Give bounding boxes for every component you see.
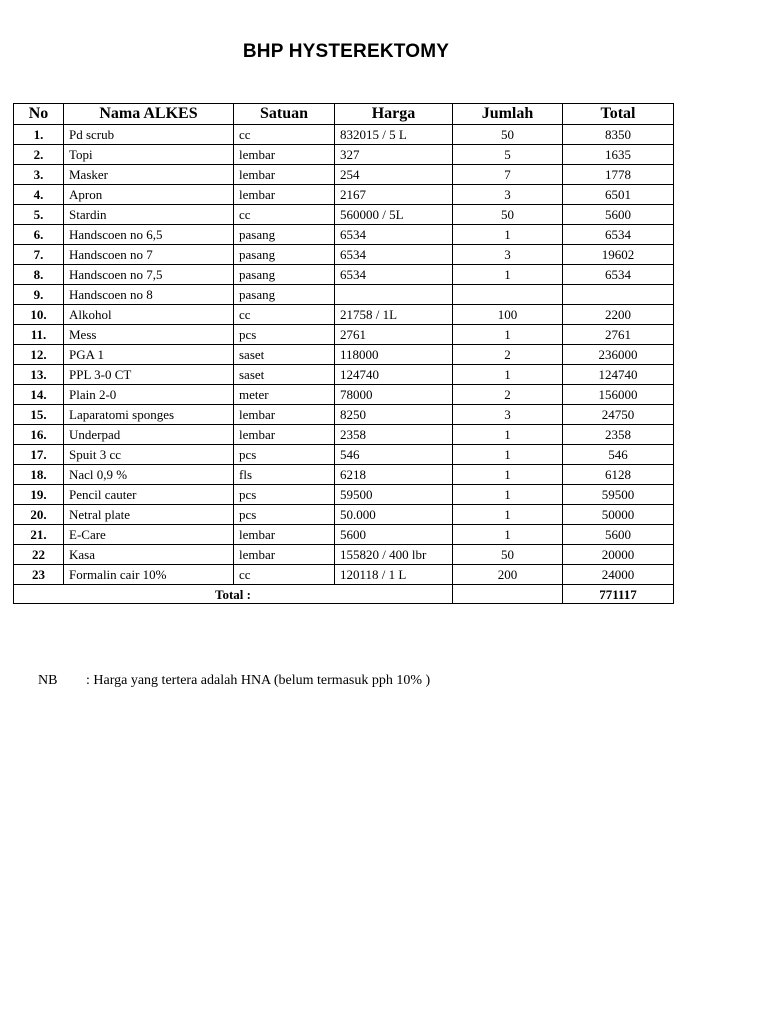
header-total: Total (563, 104, 674, 125)
cell-nama-alkes: Laparatomi sponges (64, 405, 234, 425)
cell-total: 2358 (563, 425, 674, 445)
cell-no: 12. (14, 345, 64, 365)
cell-total: 59500 (563, 485, 674, 505)
cell-jumlah: 50 (453, 545, 563, 565)
cell-total: 156000 (563, 385, 674, 405)
cell-harga: 6534 (335, 265, 453, 285)
header-harga: Harga (335, 104, 453, 125)
table-row (14, 545, 674, 565)
table-row (14, 145, 674, 165)
cell-total: 6534 (563, 225, 674, 245)
table-row (14, 445, 674, 465)
cell-total: 24000 (563, 565, 674, 585)
cell-harga: 560000 / 5L (335, 205, 453, 225)
cell-total: 546 (563, 445, 674, 465)
cell-satuan: pasang (234, 285, 335, 305)
cell-satuan: pcs (234, 325, 335, 345)
cell-jumlah: 3 (453, 185, 563, 205)
cell-no: 5. (14, 205, 64, 225)
cell-harga (335, 285, 453, 305)
cell-nama-alkes: Handscoen no 7 (64, 245, 234, 265)
cell-total: 1778 (563, 165, 674, 185)
table-row (14, 525, 674, 545)
cell-nama-alkes: Apron (64, 185, 234, 205)
cell-jumlah: 7 (453, 165, 563, 185)
cell-jumlah: 1 (453, 445, 563, 465)
cell-no: 3. (14, 165, 64, 185)
cell-no: 13. (14, 365, 64, 385)
cell-no: 16. (14, 425, 64, 445)
cell-nama-alkes: PPL 3-0 CT (64, 365, 234, 385)
cell-harga: 78000 (335, 385, 453, 405)
cell-no: 19. (14, 485, 64, 505)
cell-harga: 254 (335, 165, 453, 185)
footnote-label: NB (38, 673, 58, 688)
cell-nama-alkes: Spuit 3 cc (64, 445, 234, 465)
cell-jumlah (453, 285, 563, 305)
cell-satuan: pasang (234, 265, 335, 285)
cell-total: 2761 (563, 325, 674, 345)
cell-nama-alkes: Masker (64, 165, 234, 185)
document-title: BHP HYSTEREKTOMY (242, 41, 450, 62)
cell-harga: 2358 (335, 425, 453, 445)
cell-jumlah: 1 (453, 265, 563, 285)
cell-satuan: lembar (234, 185, 335, 205)
cell-harga: 327 (335, 145, 453, 165)
cell-jumlah: 1 (453, 325, 563, 345)
grand-total-value: 771117 (563, 585, 674, 604)
cell-satuan: pasang (234, 225, 335, 245)
cell-jumlah: 2 (453, 345, 563, 365)
cell-satuan: saset (234, 365, 335, 385)
cell-total: 24750 (563, 405, 674, 425)
cell-total: 6501 (563, 185, 674, 205)
cell-jumlah: 1 (453, 465, 563, 485)
table-row (14, 565, 674, 585)
cell-no: 21. (14, 525, 64, 545)
table-row (14, 305, 674, 325)
table-row (14, 225, 674, 245)
cell-total: 50000 (563, 505, 674, 525)
cell-satuan: saset (234, 345, 335, 365)
cell-satuan: pasang (234, 245, 335, 265)
cell-nama-alkes: Stardin (64, 205, 234, 225)
cell-total: 6534 (563, 265, 674, 285)
cell-nama-alkes: E-Care (64, 525, 234, 545)
cell-satuan: meter (234, 385, 335, 405)
cell-total (563, 285, 674, 305)
cell-no: 20. (14, 505, 64, 525)
cell-jumlah: 3 (453, 405, 563, 425)
cell-jumlah: 1 (453, 225, 563, 245)
cell-no: 14. (14, 385, 64, 405)
table-row (14, 345, 674, 365)
table-row (14, 265, 674, 285)
table-header-row (14, 104, 674, 125)
table-row (14, 165, 674, 185)
cell-satuan: cc (234, 305, 335, 325)
cell-harga: 120118 / 1 L (335, 565, 453, 585)
cell-harga: 118000 (335, 345, 453, 365)
cell-harga: 6218 (335, 465, 453, 485)
header-jumlah: Jumlah (453, 104, 563, 125)
cell-no: 10. (14, 305, 64, 325)
cell-no: 22 (14, 545, 64, 565)
cell-jumlah: 1 (453, 505, 563, 525)
cell-harga: 8250 (335, 405, 453, 425)
cell-no: 15. (14, 405, 64, 425)
table-row (14, 245, 674, 265)
footnote-text: : Harga yang tertera adalah HNA (belum termasuk pph 10% ) (86, 673, 431, 688)
cell-jumlah: 200 (453, 565, 563, 585)
cell-satuan: lembar (234, 145, 335, 165)
cell-total: 6128 (563, 465, 674, 485)
cell-nama-alkes: Alkohol (64, 305, 234, 325)
cell-nama-alkes: Formalin cair 10% (64, 565, 234, 585)
cell-satuan: lembar (234, 545, 335, 565)
table-row (14, 505, 674, 525)
cell-harga: 124740 (335, 365, 453, 385)
cell-jumlah: 5 (453, 145, 563, 165)
cell-no: 2. (14, 145, 64, 165)
cell-nama-alkes: Underpad (64, 425, 234, 445)
table-row (14, 325, 674, 345)
cell-no: 1. (14, 125, 64, 145)
cell-jumlah: 1 (453, 425, 563, 445)
table-row (14, 485, 674, 505)
footnote (38, 673, 430, 689)
cell-jumlah: 50 (453, 125, 563, 145)
cell-no: 6. (14, 225, 64, 245)
cell-nama-alkes: Nacl 0,9 % (64, 465, 234, 485)
alkes-table (13, 103, 674, 604)
cell-nama-alkes: Netral plate (64, 505, 234, 525)
header-satuan: Satuan (234, 104, 335, 125)
cell-total: 19602 (563, 245, 674, 265)
cell-nama-alkes: Handscoen no 7,5 (64, 265, 234, 285)
cell-total: 1635 (563, 145, 674, 165)
cell-satuan: lembar (234, 425, 335, 445)
cell-satuan: pcs (234, 445, 335, 465)
table-row (14, 285, 674, 305)
cell-satuan: lembar (234, 165, 335, 185)
cell-no: 18. (14, 465, 64, 485)
cell-satuan: cc (234, 125, 335, 145)
cell-harga: 5600 (335, 525, 453, 545)
cell-total: 2200 (563, 305, 674, 325)
cell-satuan: fls (234, 465, 335, 485)
cell-no: 4. (14, 185, 64, 205)
cell-nama-alkes: Pd scrub (64, 125, 234, 145)
cell-total: 124740 (563, 365, 674, 385)
table-row (14, 465, 674, 485)
grand-total-empty-cell (453, 585, 563, 604)
cell-no: 11. (14, 325, 64, 345)
table-row (14, 385, 674, 405)
cell-harga: 155820 / 400 lbr (335, 545, 453, 565)
cell-nama-alkes: Pencil cauter (64, 485, 234, 505)
table-row (14, 405, 674, 425)
cell-harga: 21758 / 1L (335, 305, 453, 325)
cell-satuan: cc (234, 565, 335, 585)
cell-satuan: lembar (234, 525, 335, 545)
cell-jumlah: 2 (453, 385, 563, 405)
cell-nama-alkes: Mess (64, 325, 234, 345)
cell-no: 9. (14, 285, 64, 305)
cell-harga: 2167 (335, 185, 453, 205)
cell-jumlah: 1 (453, 485, 563, 505)
cell-total: 20000 (563, 545, 674, 565)
cell-nama-alkes: PGA 1 (64, 345, 234, 365)
cell-jumlah: 1 (453, 365, 563, 385)
cell-satuan: pcs (234, 505, 335, 525)
cell-satuan: lembar (234, 405, 335, 425)
cell-no: 7. (14, 245, 64, 265)
table-row (14, 205, 674, 225)
cell-satuan: pcs (234, 485, 335, 505)
cell-total: 5600 (563, 525, 674, 545)
cell-jumlah: 3 (453, 245, 563, 265)
cell-harga: 546 (335, 445, 453, 465)
cell-jumlah: 50 (453, 205, 563, 225)
cell-jumlah: 1 (453, 525, 563, 545)
cell-nama-alkes: Kasa (64, 545, 234, 565)
cell-no: 23 (14, 565, 64, 585)
grand-total-label: Total : (14, 585, 453, 604)
cell-no: 8. (14, 265, 64, 285)
table-row (14, 125, 674, 145)
cell-no: 17. (14, 445, 64, 465)
table-body (14, 125, 674, 585)
table-row (14, 185, 674, 205)
cell-harga: 6534 (335, 225, 453, 245)
cell-nama-alkes: Handscoen no 8 (64, 285, 234, 305)
header-no: No (14, 104, 64, 125)
table-row (14, 365, 674, 385)
cell-harga: 50.000 (335, 505, 453, 525)
cell-harga: 59500 (335, 485, 453, 505)
cell-satuan: cc (234, 205, 335, 225)
cell-jumlah: 100 (453, 305, 563, 325)
cell-nama-alkes: Handscoen no 6,5 (64, 225, 234, 245)
cell-total: 236000 (563, 345, 674, 365)
table-row (14, 425, 674, 445)
cell-nama-alkes: Topi (64, 145, 234, 165)
cell-nama-alkes: Plain 2-0 (64, 385, 234, 405)
table-total-row (14, 585, 674, 604)
cell-total: 8350 (563, 125, 674, 145)
header-nama-alkes: Nama ALKES (64, 104, 234, 125)
cell-total: 5600 (563, 205, 674, 225)
cell-harga: 2761 (335, 325, 453, 345)
cell-harga: 6534 (335, 245, 453, 265)
cell-harga: 832015 / 5 L (335, 125, 453, 145)
